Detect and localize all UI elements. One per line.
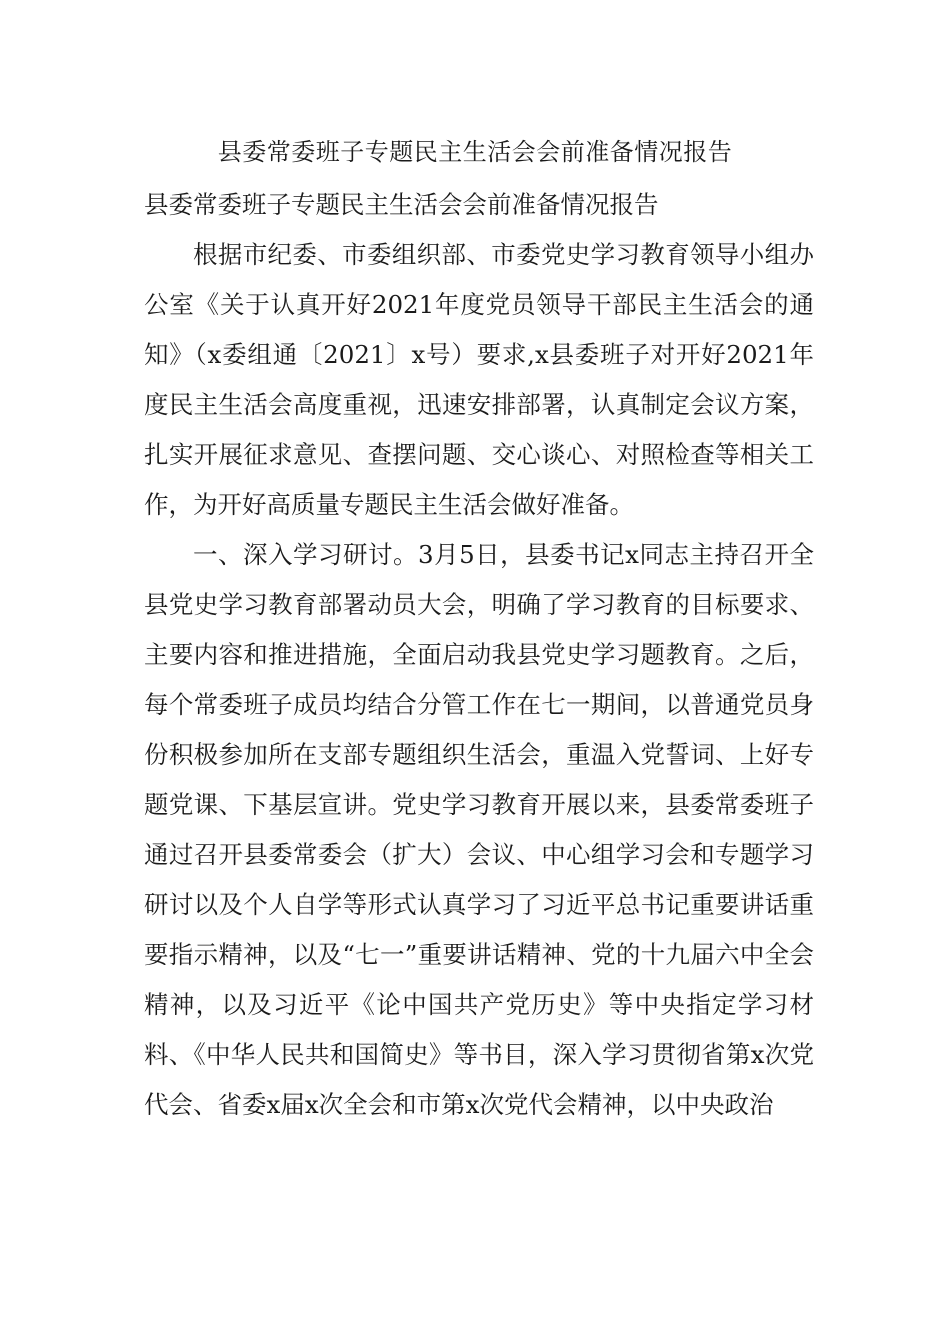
document-title: 县委常委班子专题民主生活会会前准备情况报告 [217,138,733,166]
paragraph-study: 一、深入学习研讨。3月5日，县委书记x同志主持召开全县党史学习教育部署动员大会，明确了学习教育的目标要求、主要内容和推进措施，全面启动我县党史学习题教育。之后，每个常委班子成员均结合分管工作在七一期间，以普通党员身份积极参加所在支部专题组织生活会，重温入党誓词、上好专题党课、下基层宣讲。党史学习教育开展以来，县委常委班子通过召开县委常委会（扩大）会议、中心组学习会和专题学习研讨以及个人自学等形式认真学习了习近平总书记重要讲话重要指示精神，以及“七一”重要讲话精神、党的十九届六中全会精神，以及习近平《论中国共产党历史》等中央指定学习材料、《中华人民共和国简史》等书目，深入学习贯彻省第x次党代会、省委x届x次全会和市第x次党代会精神，以中央政治 [144,540,814,1119]
document-subtitle: 县委常委班子专题民主生活会会前准备情况报告 [144,190,659,219]
document-body [144,180,814,1130]
paragraph-intro: 根据市纪委、市委组织部、市委党史学习教育领导小组办公室《关于认真开好2021年度党员领导干部民主生活会的通知》（x委组通〔2021〕x号）要求,x县委班子对开好2021年度民主生活会高度重视，迅速安排部署，认真制定会议方案，扎实开展征求意见、查摆问题、交心谈心、对照检查等相关工作，为开好高质量专题民主生活会做好准备。 [144,240,814,519]
